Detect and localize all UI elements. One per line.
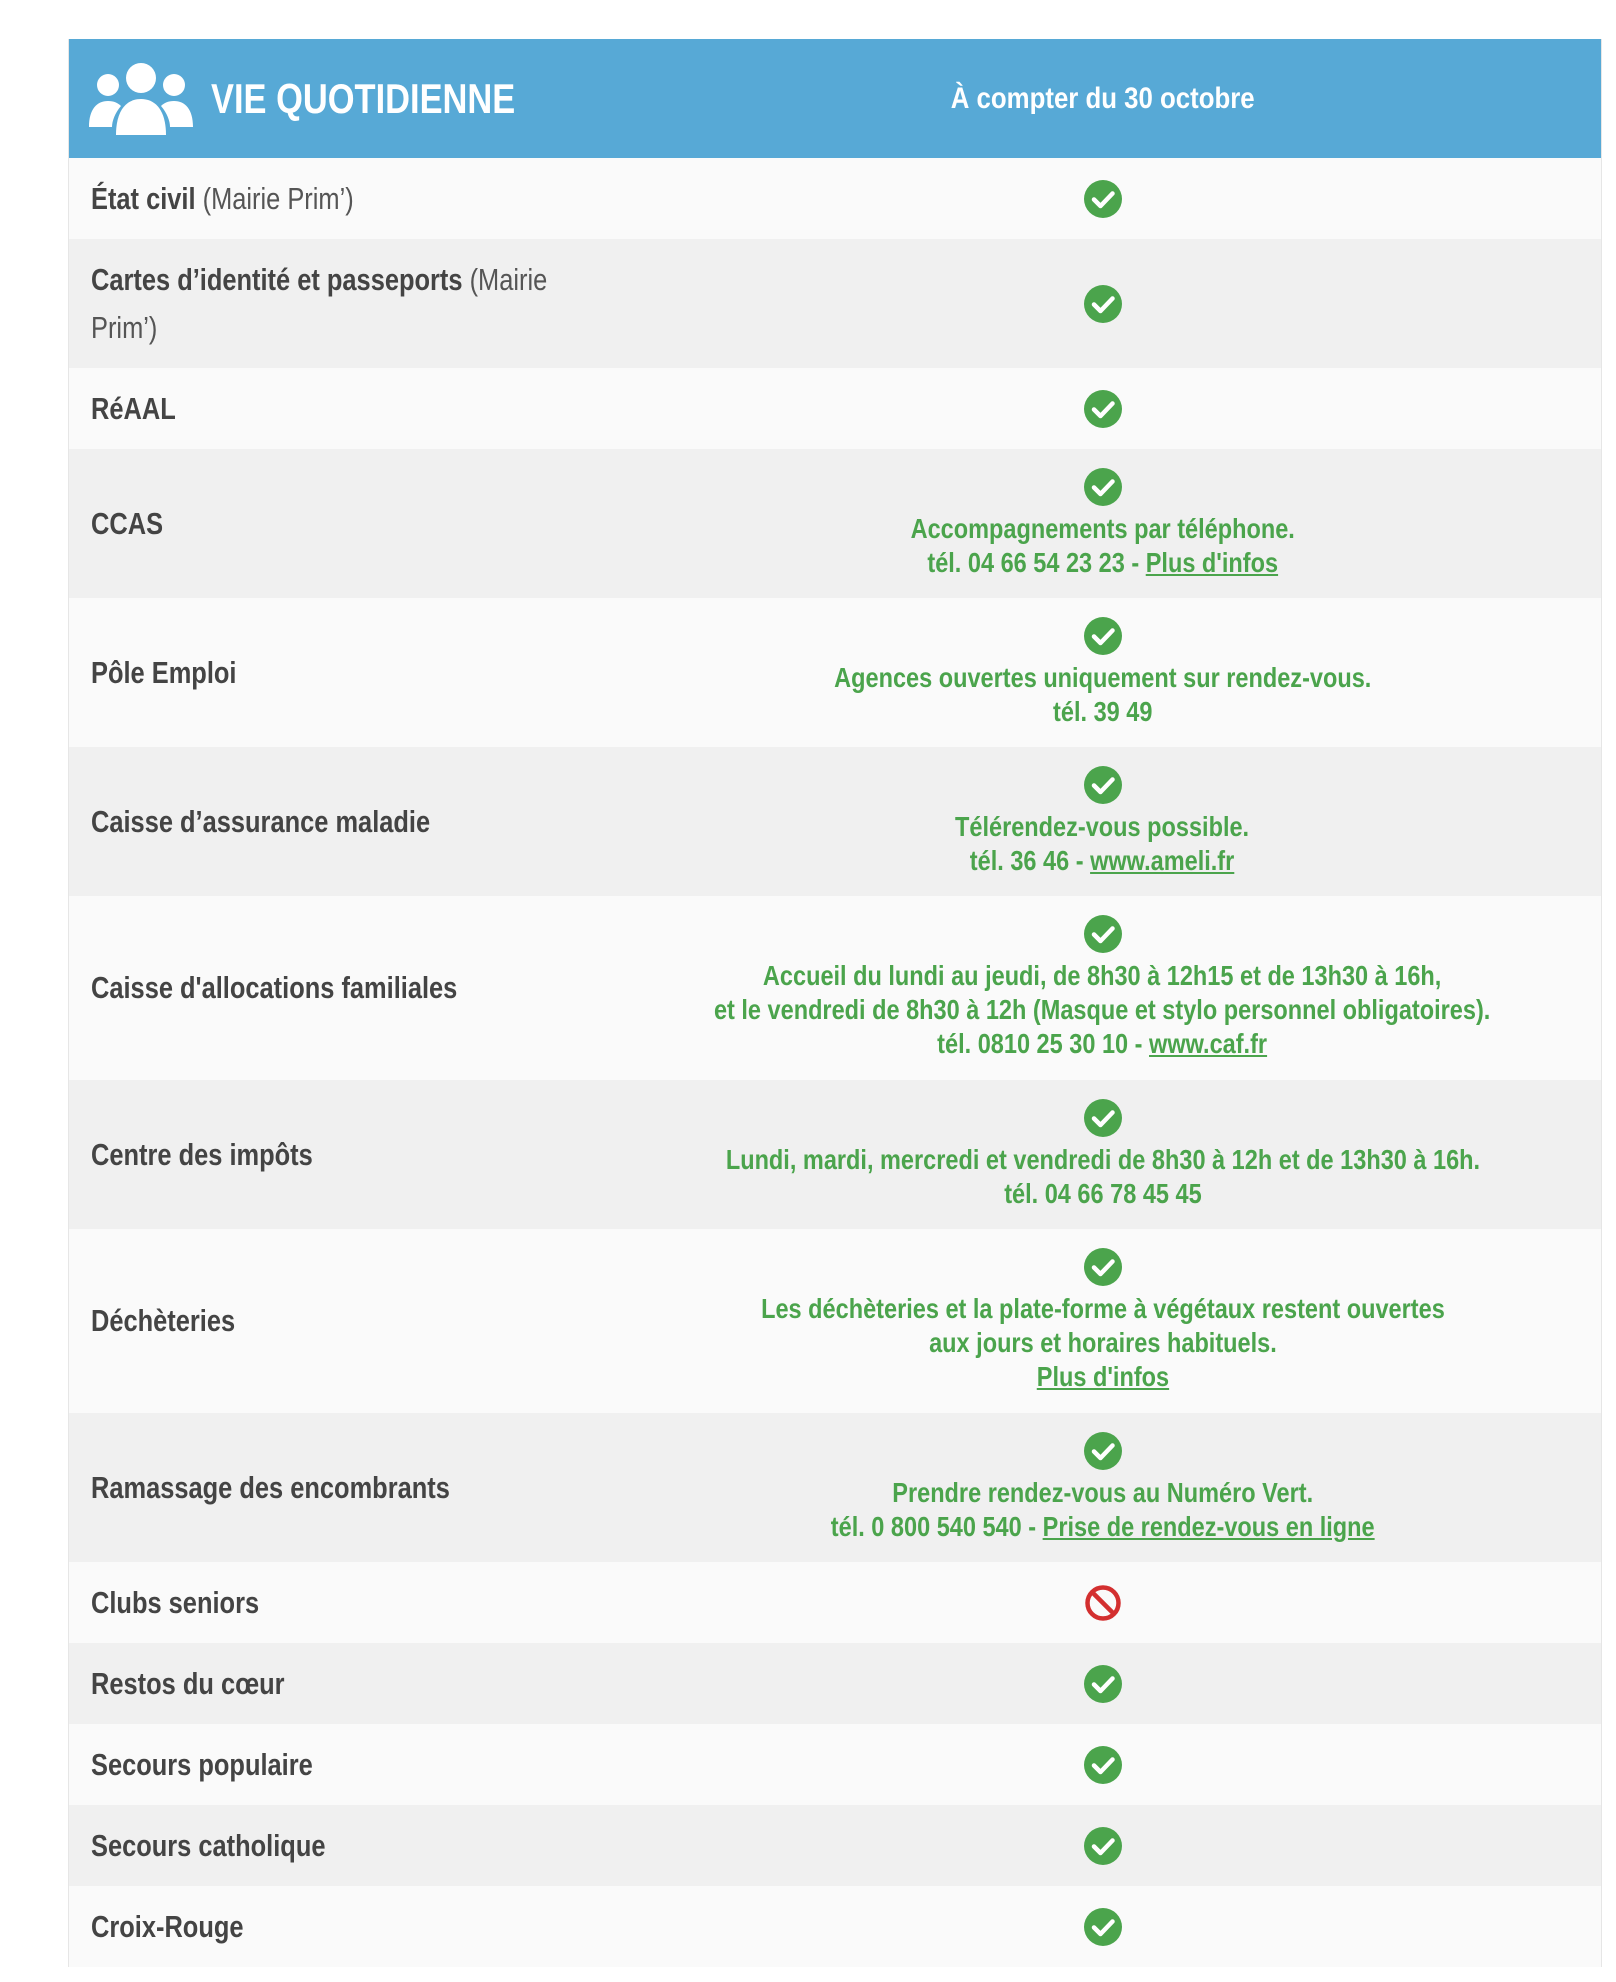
service-label — [69, 1297, 604, 1345]
service-note-line — [955, 810, 1249, 844]
service-status — [604, 1584, 1601, 1622]
service-note-text: et le vendredi de 8h30 à 12h (Masque et stylo personnel obligatoires). — [714, 994, 1491, 1025]
table-row — [69, 598, 1601, 747]
service-status — [604, 1827, 1601, 1865]
services-table — [68, 39, 1602, 1967]
table-row — [69, 368, 1601, 449]
service-note — [874, 512, 1331, 580]
service-note-text: Les déchèteries et la plate-forme à végétaux restent ouvertes — [760, 1293, 1445, 1324]
service-status — [604, 285, 1601, 323]
service-label — [69, 1822, 604, 1870]
table-row — [69, 896, 1601, 1080]
service-location: (Mairie Prim’) — [91, 261, 548, 345]
service-status — [604, 1248, 1601, 1394]
service-label — [69, 798, 604, 846]
service-note-text: Lundi, mardi, mercredi et vendredi de 8h30 à 12h et de 13h30 à 16h. — [725, 1143, 1480, 1175]
service-status — [604, 468, 1601, 580]
service-label-text — [91, 798, 575, 846]
service-note-text: tél. 04 66 54 23 23 - — [927, 546, 1146, 578]
section-title: VIE QUOTIDIENNE — [211, 74, 516, 122]
service-name: Restos du cœur — [91, 1665, 285, 1701]
service-note-line — [910, 512, 1294, 546]
table-row — [69, 1724, 1601, 1805]
service-note — [783, 661, 1423, 729]
service-note-line — [725, 1143, 1479, 1177]
service-note — [640, 959, 1564, 1061]
table-row — [69, 1643, 1601, 1724]
check-circle-icon — [1084, 390, 1122, 428]
service-status — [604, 1432, 1601, 1544]
check-circle-icon — [1084, 915, 1122, 953]
service-name: Pôle Emploi — [91, 654, 237, 690]
service-note-text: aux jours et horaires habituels. — [928, 1327, 1277, 1358]
check-circle-icon — [1084, 1665, 1122, 1703]
info-link[interactable]: www.caf.fr — [1149, 1028, 1268, 1059]
service-note-line — [725, 1177, 1479, 1211]
service-label — [69, 385, 604, 433]
service-name: Caisse d'allocations familiales — [91, 970, 458, 1005]
service-label — [69, 1903, 604, 1951]
service-status — [604, 915, 1601, 1061]
service-location: (Mairie Prim’) — [195, 180, 354, 216]
info-link[interactable]: www.ameli.fr — [1090, 844, 1235, 876]
check-circle-icon — [1084, 468, 1122, 506]
check-circle-icon — [1084, 285, 1122, 323]
check-circle-icon — [1084, 617, 1122, 655]
service-note-line — [761, 1326, 1445, 1360]
check-circle-icon — [1084, 1908, 1122, 1946]
service-label — [69, 256, 604, 352]
service-note-line — [761, 1360, 1445, 1394]
service-label — [69, 649, 604, 697]
table-row — [69, 449, 1601, 598]
service-status — [604, 1746, 1601, 1784]
service-status — [604, 617, 1601, 729]
service-note-text: Télérendez-vous possible. — [955, 810, 1250, 842]
info-link[interactable]: Prise de rendez-vous en ligne — [1042, 1510, 1375, 1542]
table-row — [69, 1562, 1601, 1643]
service-name: Secours catholique — [91, 1827, 326, 1863]
check-circle-icon — [1084, 766, 1122, 804]
users-icon — [89, 61, 193, 137]
service-label — [69, 1741, 604, 1789]
table-row — [69, 239, 1601, 368]
service-status — [604, 766, 1601, 878]
service-name: Ramassage des encombrants — [91, 1469, 450, 1505]
service-label — [69, 175, 604, 223]
service-note-text: tél. 39 49 — [1052, 695, 1153, 727]
service-label-text — [91, 256, 575, 352]
service-label-text — [91, 385, 575, 433]
service-name: État civil — [91, 180, 196, 216]
service-note — [696, 1292, 1510, 1394]
service-note-text: tél. 36 46 - — [970, 844, 1091, 876]
check-circle-icon — [1084, 1248, 1122, 1286]
service-label-text — [91, 1822, 575, 1870]
service-note — [927, 810, 1277, 878]
service-name: Croix-Rouge — [91, 1908, 244, 1944]
service-label — [69, 1464, 604, 1512]
table-row — [69, 158, 1601, 239]
service-name: RéAAL — [91, 390, 176, 426]
service-label — [69, 964, 604, 1012]
service-label — [69, 500, 604, 548]
service-label-text — [91, 1903, 575, 1951]
service-label-text — [91, 500, 575, 548]
service-label-text — [91, 175, 575, 223]
service-note-text: tél. 0810 25 30 10 - — [937, 1028, 1150, 1059]
service-name: Secours populaire — [91, 1746, 313, 1782]
service-note-line — [910, 546, 1294, 580]
service-label-text — [91, 1297, 575, 1345]
service-note-line — [714, 1027, 1490, 1061]
service-note — [654, 1143, 1552, 1211]
service-note-line — [714, 993, 1490, 1027]
service-status — [604, 1099, 1601, 1211]
service-label-text — [91, 1464, 575, 1512]
column-header — [604, 82, 1601, 116]
service-name: Centre des impôts — [91, 1136, 313, 1172]
service-note-line — [834, 695, 1371, 729]
column-header-label: À compter du 30 octobre — [950, 81, 1255, 115]
service-label-text — [91, 964, 575, 1012]
service-note-text: Accompagnements par téléphone. — [910, 512, 1295, 544]
table-body — [69, 158, 1601, 1967]
info-link[interactable]: Plus d'infos — [1036, 1361, 1169, 1392]
service-note-line — [955, 844, 1249, 878]
service-name: Caisse d’assurance maladie — [91, 803, 431, 839]
service-name: Cartes d’identité et passeports — [91, 261, 463, 297]
table-header — [69, 39, 1601, 158]
service-note-line — [714, 959, 1490, 993]
service-label-text — [91, 1579, 575, 1627]
service-status — [604, 390, 1601, 428]
service-note-text: tél. 04 66 78 45 45 — [1003, 1177, 1202, 1209]
service-note-line — [831, 1476, 1375, 1510]
service-note-text: tél. 0 800 540 540 - — [830, 1510, 1043, 1542]
table-row — [69, 1413, 1601, 1562]
check-circle-icon — [1084, 1099, 1122, 1137]
table-row — [69, 1080, 1601, 1229]
service-label-text — [91, 1660, 575, 1708]
service-name: CCAS — [91, 505, 164, 541]
table-row — [69, 1886, 1601, 1967]
check-circle-icon — [1084, 1827, 1122, 1865]
service-label-text — [91, 1131, 575, 1179]
service-note — [779, 1476, 1426, 1544]
service-status — [604, 1665, 1601, 1703]
ban-icon — [1084, 1584, 1122, 1622]
service-label — [69, 1579, 604, 1627]
info-link[interactable]: Plus d'infos — [1145, 546, 1278, 578]
check-circle-icon — [1084, 1432, 1122, 1470]
service-status — [604, 180, 1601, 218]
service-note-line — [834, 661, 1371, 695]
service-label — [69, 1131, 604, 1179]
service-label-text — [91, 649, 575, 697]
header-left — [69, 61, 604, 137]
table-row — [69, 1229, 1601, 1413]
service-note-line — [831, 1510, 1375, 1544]
service-note-text: Agences ouvertes uniquement sur rendez-vous. — [833, 661, 1372, 693]
table-row — [69, 747, 1601, 896]
service-name: Clubs seniors — [91, 1584, 260, 1620]
service-status — [604, 1908, 1601, 1946]
service-name: Déchèteries — [91, 1303, 236, 1338]
service-label — [69, 1660, 604, 1708]
check-circle-icon — [1084, 180, 1122, 218]
service-note-text: Accueil du lundi au jeudi, de 8h30 à 12h15 et de 13h30 à 16h, — [763, 960, 1442, 991]
table-row — [69, 1805, 1601, 1886]
check-circle-icon — [1084, 1746, 1122, 1784]
service-label-text — [91, 1741, 575, 1789]
service-note-text: Prendre rendez-vous au Numéro Vert. — [892, 1476, 1313, 1508]
service-note-line — [761, 1292, 1445, 1326]
